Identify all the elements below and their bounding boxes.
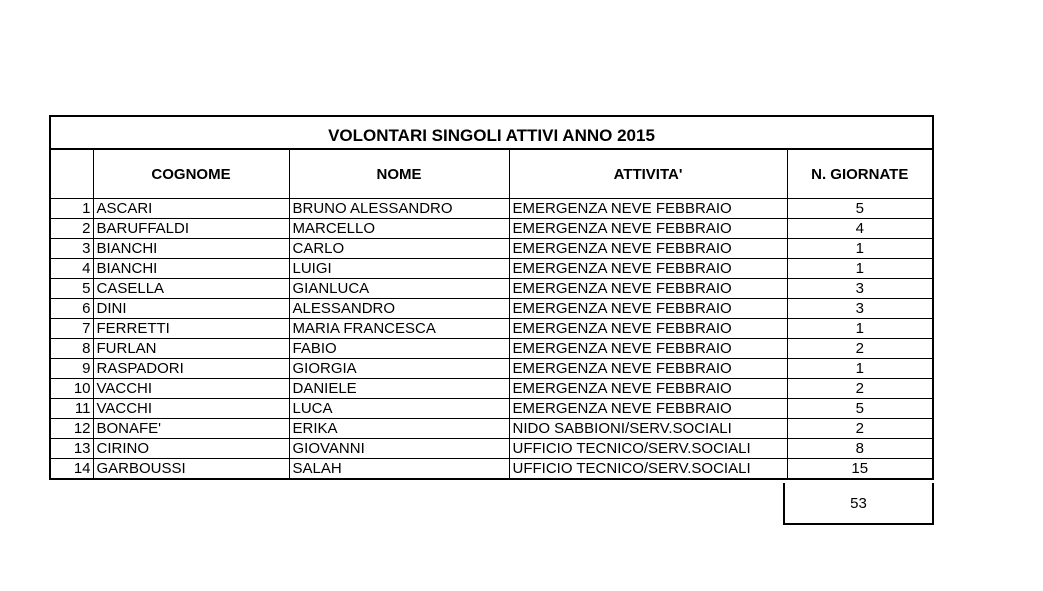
cell-cognome: VACCHI xyxy=(93,399,289,419)
cell-cognome: DINI xyxy=(93,299,289,319)
cell-nome: GIANLUCA xyxy=(289,279,509,299)
cell-cognome: BARUFFALDI xyxy=(93,219,289,239)
cell-cognome: BIANCHI xyxy=(93,239,289,259)
cell-num: 9 xyxy=(51,359,93,379)
cell-nome: MARIA FRANCESCA xyxy=(289,319,509,339)
cell-giornate: 1 xyxy=(787,319,932,339)
cell-nome: MARCELLO xyxy=(289,219,509,239)
cell-num: 8 xyxy=(51,339,93,359)
table-row xyxy=(51,239,932,259)
cell-giornate: 5 xyxy=(787,399,932,419)
cell-num: 7 xyxy=(51,319,93,339)
cell-attivita: NIDO SABBIONI/SERV.SOCIALI xyxy=(509,419,787,439)
cell-nome: BRUNO ALESSANDRO xyxy=(289,199,509,219)
cell-cognome: FERRETTI xyxy=(93,319,289,339)
cell-num: 1 xyxy=(51,199,93,219)
cell-nome: GIOVANNI xyxy=(289,439,509,459)
cell-giornate: 4 xyxy=(787,219,932,239)
cell-attivita: EMERGENZA NEVE FEBBRAIO xyxy=(509,359,787,379)
cell-num: 12 xyxy=(51,419,93,439)
header-row xyxy=(51,150,932,199)
table-row xyxy=(51,319,932,339)
total-giornate: 53 xyxy=(783,483,934,525)
cell-giornate: 5 xyxy=(787,199,932,219)
table-row xyxy=(51,219,932,239)
table-row xyxy=(51,259,932,279)
cell-num: 6 xyxy=(51,299,93,319)
cell-attivita: EMERGENZA NEVE FEBBRAIO xyxy=(509,299,787,319)
cell-cognome: VACCHI xyxy=(93,379,289,399)
header-nome: NOME xyxy=(289,150,509,199)
cell-nome: LUCA xyxy=(289,399,509,419)
cell-attivita: EMERGENZA NEVE FEBBRAIO xyxy=(509,239,787,259)
cell-giornate: 8 xyxy=(787,439,932,459)
cell-num: 2 xyxy=(51,219,93,239)
cell-giornate: 3 xyxy=(787,279,932,299)
cell-giornate: 3 xyxy=(787,299,932,319)
cell-nome: CARLO xyxy=(289,239,509,259)
table-row xyxy=(51,459,932,479)
cell-giornate: 1 xyxy=(787,239,932,259)
cell-cognome: RASPADORI xyxy=(93,359,289,379)
cell-attivita: UFFICIO TECNICO/SERV.SOCIALI xyxy=(509,459,787,479)
cell-giornate: 2 xyxy=(787,339,932,359)
cell-giornate: 2 xyxy=(787,379,932,399)
table-row xyxy=(51,359,932,379)
cell-cognome: CIRINO xyxy=(93,439,289,459)
cell-attivita: EMERGENZA NEVE FEBBRAIO xyxy=(509,339,787,359)
cell-attivita: EMERGENZA NEVE FEBBRAIO xyxy=(509,199,787,219)
header-giornate: N. GIORNATE xyxy=(787,150,932,199)
cell-cognome: CASELLA xyxy=(93,279,289,299)
cell-nome: SALAH xyxy=(289,459,509,479)
cell-num: 11 xyxy=(51,399,93,419)
cell-attivita: EMERGENZA NEVE FEBBRAIO xyxy=(509,259,787,279)
cell-cognome: GARBOUSSI xyxy=(93,459,289,479)
header-attivita: ATTIVITA' xyxy=(509,150,787,199)
cell-attivita: UFFICIO TECNICO/SERV.SOCIALI xyxy=(509,439,787,459)
cell-giornate: 1 xyxy=(787,359,932,379)
cell-num: 3 xyxy=(51,239,93,259)
table-body xyxy=(51,199,932,479)
table-row xyxy=(51,439,932,459)
cell-cognome: ASCARI xyxy=(93,199,289,219)
cell-giornate: 2 xyxy=(787,419,932,439)
table-row xyxy=(51,279,932,299)
cell-nome: ALESSANDRO xyxy=(289,299,509,319)
table-row xyxy=(51,199,932,219)
table-row xyxy=(51,379,932,399)
cell-attivita: EMERGENZA NEVE FEBBRAIO xyxy=(509,279,787,299)
table-row xyxy=(51,299,932,319)
cell-attivita: EMERGENZA NEVE FEBBRAIO xyxy=(509,399,787,419)
cell-cognome: BONAFE' xyxy=(93,419,289,439)
cell-nome: ERIKA xyxy=(289,419,509,439)
cell-giornate: 1 xyxy=(787,259,932,279)
volunteers-table xyxy=(51,150,932,478)
cell-cognome: BIANCHI xyxy=(93,259,289,279)
header-cognome: COGNOME xyxy=(93,150,289,199)
cell-num: 14 xyxy=(51,459,93,479)
header-num xyxy=(51,150,93,199)
cell-nome: LUIGI xyxy=(289,259,509,279)
volunteers-table-sheet xyxy=(49,115,934,480)
cell-cognome: FURLAN xyxy=(93,339,289,359)
table-row xyxy=(51,419,932,439)
table-title: VOLONTARI SINGOLI ATTIVI ANNO 2015 xyxy=(51,117,932,150)
cell-nome: FABIO xyxy=(289,339,509,359)
cell-num: 4 xyxy=(51,259,93,279)
cell-giornate: 15 xyxy=(787,459,932,479)
cell-nome: GIORGIA xyxy=(289,359,509,379)
cell-attivita: EMERGENZA NEVE FEBBRAIO xyxy=(509,219,787,239)
cell-num: 10 xyxy=(51,379,93,399)
table-row xyxy=(51,399,932,419)
table-row xyxy=(51,339,932,359)
cell-nome: DANIELE xyxy=(289,379,509,399)
cell-num: 5 xyxy=(51,279,93,299)
cell-num: 13 xyxy=(51,439,93,459)
cell-attivita: EMERGENZA NEVE FEBBRAIO xyxy=(509,379,787,399)
cell-attivita: EMERGENZA NEVE FEBBRAIO xyxy=(509,319,787,339)
